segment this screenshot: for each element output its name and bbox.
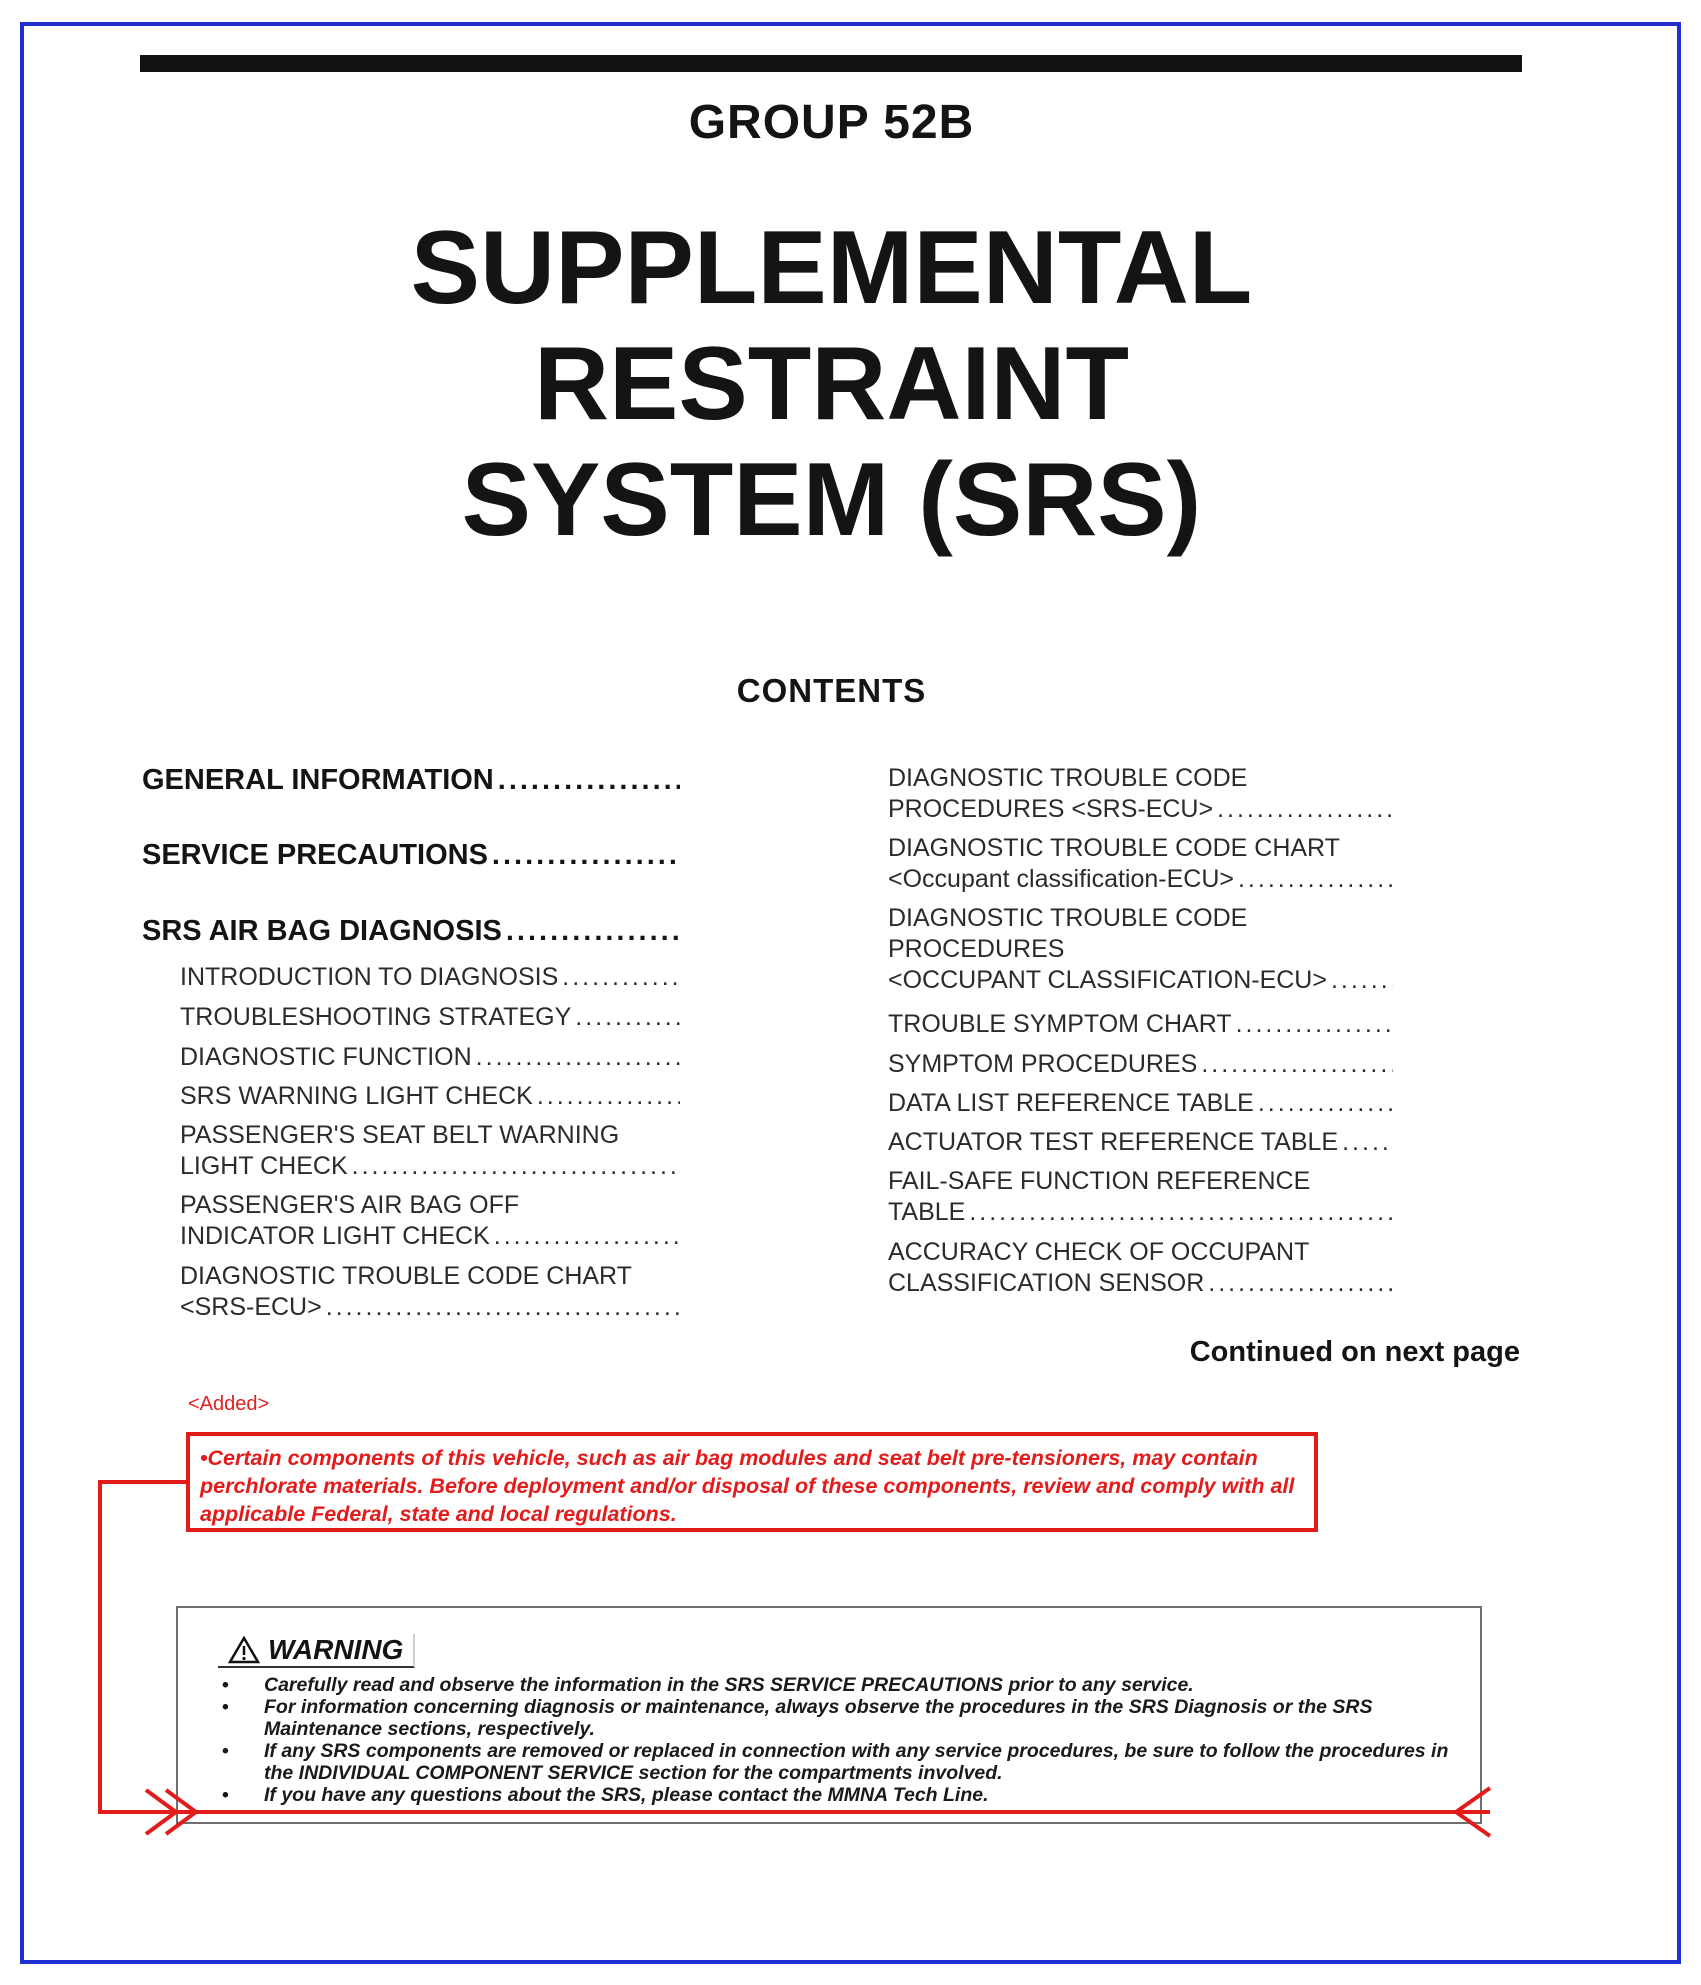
toc-entry-label: SYMPTOM PROCEDURES bbox=[888, 1050, 1198, 1078]
toc-entry-label: DIAGNOSTIC FUNCTION bbox=[180, 1043, 472, 1071]
toc-entry-label: CLASSIFICATION SENSOR bbox=[888, 1269, 1205, 1297]
toc-entry-label: <OCCUPANT CLASSIFICATION-ECU> bbox=[888, 966, 1327, 994]
group-label: GROUP 52B bbox=[688, 96, 975, 149]
toc-entry-label: SERVICE PRECAUTIONS bbox=[142, 839, 488, 871]
toc-entry-label: PROCEDURES <SRS-ECU> bbox=[888, 795, 1214, 823]
contents-heading: CONTENTS bbox=[736, 672, 927, 709]
toc-entry-label: FAIL-SAFE FUNCTION REFERENCE bbox=[888, 1167, 1311, 1195]
toc-entry-label: SRS WARNING LIGHT CHECK bbox=[180, 1082, 533, 1110]
warning-item: • If any SRS components are removed or replaced in connection with any service procedures, be sure to follow the procedures in the INDIVIDUAL COMPONENT SERVICE section for the compartments involved. bbox=[218, 1740, 1458, 1784]
toc-entry-label: <Occupant classification-ECU> bbox=[888, 865, 1234, 893]
warning-label: WARNING bbox=[268, 1634, 404, 1665]
toc-entry-label: GENERAL INFORMATION bbox=[142, 764, 494, 796]
toc-entry-label: DATA LIST REFERENCE TABLE bbox=[888, 1089, 1254, 1117]
toc-entry-label: LIGHT CHECK bbox=[180, 1152, 348, 1180]
toc-entry-label: DIAGNOSTIC TROUBLE CODE CHART bbox=[180, 1262, 632, 1290]
title-line-2: RESTRAINT bbox=[533, 326, 1130, 442]
toc-entry-label: INTRODUCTION TO DIAGNOSIS bbox=[180, 963, 559, 991]
warning-item: • If you have any questions about the SRS, please contact the MMNA Tech Line. bbox=[218, 1784, 1458, 1806]
toc-entry-label: TABLE bbox=[888, 1198, 966, 1226]
toc-entry-label: INDICATOR LIGHT CHECK bbox=[180, 1222, 490, 1250]
toc-entry-label: TROUBLE SYMPTOM CHART bbox=[888, 1010, 1232, 1038]
toc-entry-label: ACTUATOR TEST REFERENCE TABLE bbox=[888, 1128, 1339, 1156]
perchlorate-text: •Certain components of this vehicle, such as air bag modules and seat belt pre-tensioners, may contain perchlorate materials. Before deployment and/or disposal of these components, review and comply with all applicable Federal, state and local regulations. bbox=[200, 1446, 1295, 1526]
continued-note: Continued on next page bbox=[1189, 1336, 1520, 1368]
toc-entry-label: DIAGNOSTIC TROUBLE CODE CHART bbox=[888, 834, 1340, 862]
title-line-3: SYSTEM (SRS) bbox=[461, 442, 1202, 558]
title-line-1: SUPPLEMENTAL bbox=[410, 210, 1253, 326]
toc-entry-label: <SRS-ECU> bbox=[180, 1293, 322, 1321]
warning-item: • Carefully read and observe the information in the SRS SERVICE PRECAUTIONS prior to any service. bbox=[218, 1674, 1458, 1696]
added-tag: <Added> bbox=[188, 1393, 270, 1415]
toc-entry-label: PASSENGER'S SEAT BELT WARNING bbox=[180, 1121, 620, 1149]
toc-entry-label: ACCURACY CHECK OF OCCUPANT bbox=[888, 1238, 1310, 1266]
toc-entry-label: DIAGNOSTIC TROUBLE CODE bbox=[888, 904, 1248, 932]
toc-entry-label: PROCEDURES bbox=[888, 935, 1065, 963]
toc-entry-label: DIAGNOSTIC TROUBLE CODE bbox=[888, 764, 1248, 792]
warning-item: • For information concerning diagnosis or maintenance, always observe the procedures in the SRS Diagnosis or the SRS Maintenance sections, respectively. bbox=[218, 1696, 1458, 1740]
toc-entry-label: PASSENGER'S AIR BAG OFF bbox=[180, 1191, 520, 1219]
toc-entry-label: SRS AIR BAG DIAGNOSIS bbox=[142, 915, 502, 947]
toc-entry-label: TROUBLESHOOTING STRATEGY bbox=[180, 1003, 572, 1031]
